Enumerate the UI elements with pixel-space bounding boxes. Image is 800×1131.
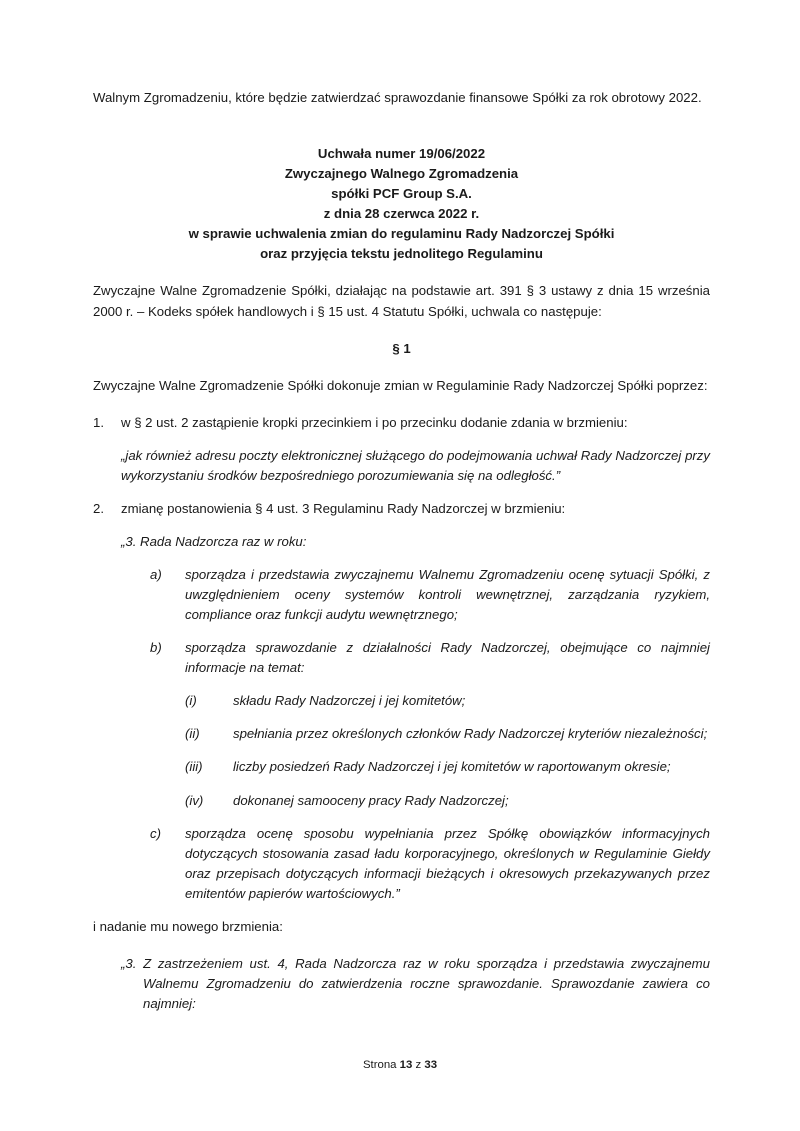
heading-line-6: oraz przyjęcia tekstu jednolitego Regulaminu: [260, 246, 543, 262]
section-lead-paragraph: Zwyczajne Walne Zgromadzenie Spółki dokonuje zmian w Regulaminie Rady Nadzorczej Spółki poprzez:: [93, 377, 708, 393]
heading-line-4: z dnia 28 czerwca 2022 r.: [323, 206, 480, 222]
page-footer: [0, 1057, 800, 1074]
lettered-item-text: sporządza sprawozdanie z działalności Rady Nadzorczej, obejmujące co najmniej informacje na temat:: [185, 640, 710, 676]
list-item-marker: 1.: [93, 414, 104, 430]
new-wording-lead: i nadanie mu nowego brzmienia:: [93, 918, 283, 934]
footer-total-pages: 33: [424, 1059, 438, 1071]
roman-item-text: składu Rady Nadzorczej i jej komitetów;: [233, 693, 466, 709]
heading-line-5: w sprawie uchwalenia zmian do regulaminu Rady Nadzorczej Spółki: [188, 226, 615, 242]
heading-line-2: Zwyczajnego Walnego Zgromadzenia: [284, 166, 519, 182]
roman-item-marker: (iv): [185, 792, 204, 808]
list-item-text: w § 2 ust. 2 zastąpienie kropki przecinkiem i po przecinku dodanie zdania w brzmieniu:: [121, 414, 628, 430]
quoted-provision-opening: „3. Rada Nadzorcza raz w roku:: [121, 533, 307, 549]
heading-line-3: spółki PCF Group S.A.: [331, 186, 472, 202]
heading-line-1: Uchwała numer 19/06/2022: [317, 146, 486, 162]
preamble-paragraph: Zwyczajne Walne Zgromadzenie Spółki, działając na podstawie art. 391 § 3 ustawy z dnia 15 września 2000 r. – Kodeks spółek handlowych i § 15 ust. 4 Statutu Spółki, uchwala co następuje:: [93, 283, 710, 319]
list-item-marker: 2.: [93, 500, 104, 516]
lettered-item: [150, 638, 710, 678]
roman-item-marker: (iii): [185, 759, 203, 775]
roman-item-text: spełniania przez określonych członków Rady Nadzorczej kryteriów niezależności;: [233, 726, 708, 742]
list-item: [93, 413, 710, 433]
quoted-new-wording: „3. Z zastrzeżeniem ust. 4, Rada Nadzorcza raz w roku sporządza i przedstawia zwyczajnemu Walnemu Zgromadzeniu do zatwierdzenia roczne sprawozdanie. Sprawozdanie zawiera co najmniej:: [121, 955, 710, 1011]
lettered-item-marker: c): [150, 825, 161, 841]
intro-paragraph: Walnym Zgromadzeniu, które będzie zatwierdzać sprawozdanie finansowe Spółki za rok obrotowy 2022.: [93, 90, 702, 105]
lettered-item: [150, 565, 710, 625]
footer-separator: z: [415, 1059, 422, 1071]
lettered-item-text: sporządza i przedstawia zwyczajnemu Walnemu Zgromadzeniu ocenę sytuacji Spółki, z uwzględnieniem oceny systemów kontroli wewnętrznej, zarządzania ryzykiem, compliance oraz funkcji audytu wewnętrznego;: [185, 567, 710, 623]
document-content: [93, 88, 710, 1027]
list-item: [93, 499, 710, 519]
roman-item-text: liczby posiedzeń Rady Nadzorczej i jej komitetów w raportowanym okresie;: [233, 759, 671, 775]
roman-item: [185, 757, 710, 777]
roman-item: [185, 791, 710, 811]
lettered-item-text: sporządza ocenę sposobu wypełniania przez Spółkę obowiązków informacyjnych dotyczących stosowania zasad ładu korporacyjnego, określonych w Regulaminie Giełdy oraz przepisach dotyczących informacji bieżących i okresowych przekazywanych przez emitentów papierów wartościowych.”: [185, 825, 710, 901]
roman-item: [185, 691, 710, 711]
footer-prefix: Strona: [362, 1059, 397, 1071]
roman-item-marker: (i): [185, 693, 197, 709]
lettered-item: [150, 824, 710, 904]
lettered-item-marker: b): [150, 640, 162, 656]
lettered-item-marker: a): [150, 567, 162, 582]
roman-item-text: dokonanej samooceny pracy Rady Nadzorczej;: [233, 792, 509, 808]
resolution-heading: [93, 144, 710, 264]
roman-item: [185, 724, 710, 744]
quoted-amendment-1: „jak również adresu poczty elektronicznej służącego do podejmowania uchwał Rady Nadzorczej przy wykorzystaniu środków bezpośredniego porozumiewania się na odległość.”: [121, 447, 710, 483]
list-item-text: zmianę postanowienia § 4 ust. 3 Regulaminu Rady Nadzorczej w brzmieniu:: [121, 500, 566, 516]
footer-current-page: 13: [399, 1059, 413, 1071]
section-marker: § 1: [392, 340, 411, 356]
roman-item-marker: (ii): [185, 726, 200, 742]
